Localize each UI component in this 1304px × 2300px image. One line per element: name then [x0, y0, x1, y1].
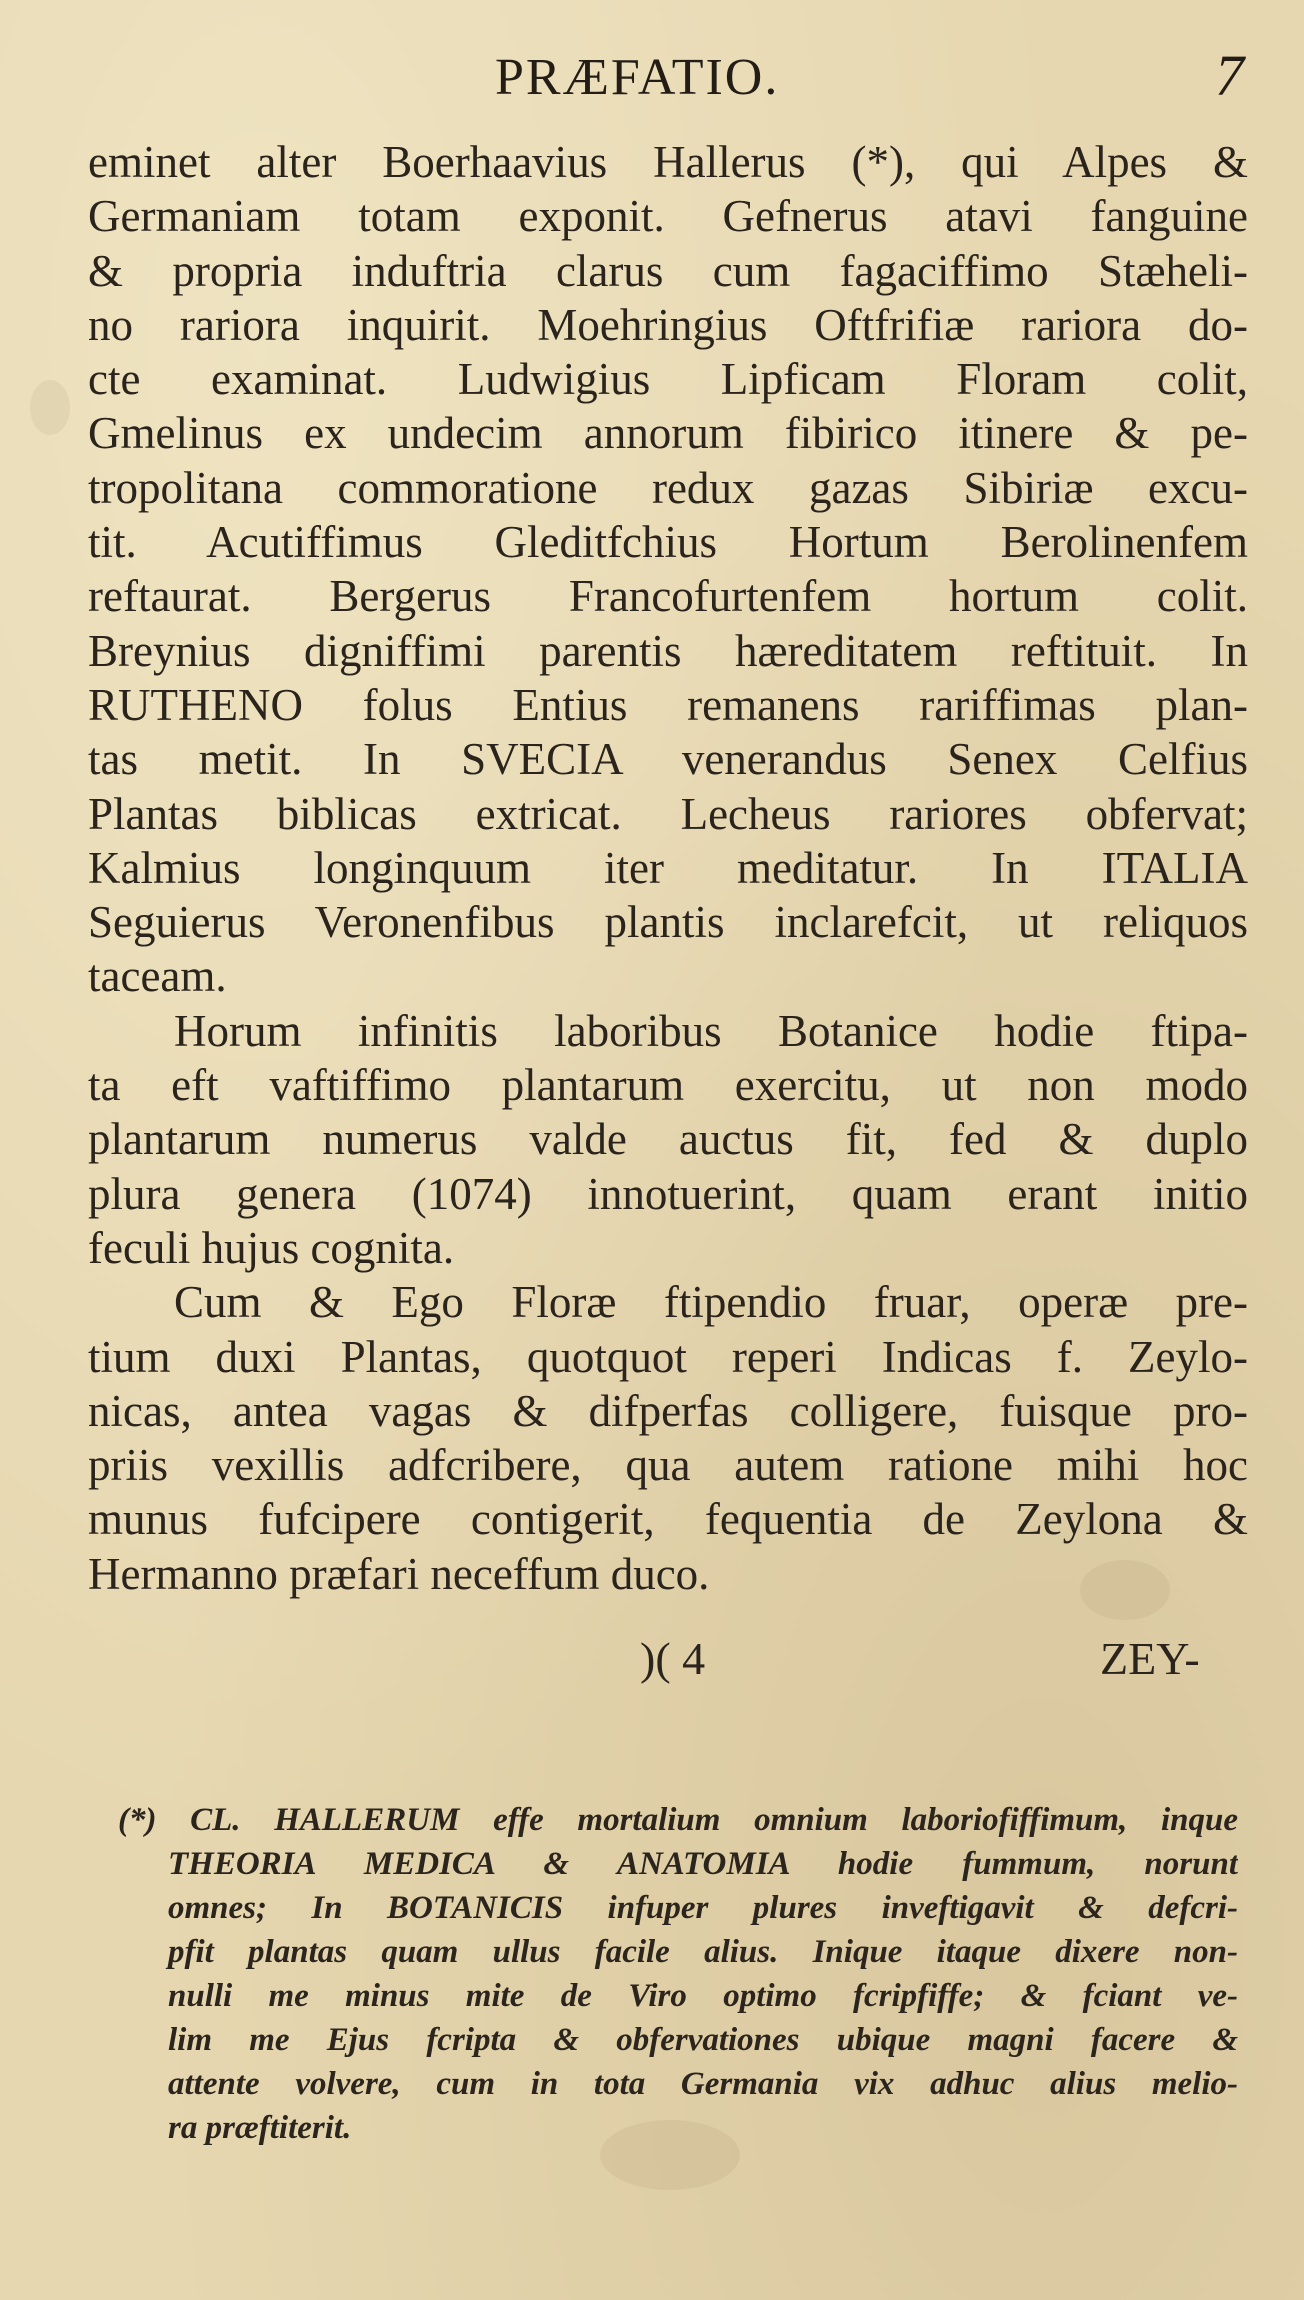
- footnote-line: pfit plantas quam ullus facile alius. Inique itaque dixere non-: [168, 1934, 1238, 1970]
- page-number: 7: [1215, 43, 1244, 108]
- page-title: PRÆFATIO.: [495, 49, 780, 106]
- footnote-line: omnes; In BOTANICIS infuper plures inveftigavit & defcri-: [168, 1890, 1238, 1926]
- running-head: [0, 40, 1304, 110]
- text-line: tit. Acutiffimus Gleditfchius Hortum Berolinenfem: [88, 517, 1248, 568]
- text-line: Gmelinus ex undecim annorum fibirico itinere & pe-: [88, 408, 1248, 459]
- text-line: priis vexillis adfcribere, qua autem ratione mihi hoc: [88, 1440, 1248, 1491]
- text-line: nicas, antea vagas & difperfas colligere, fuisque pro-: [88, 1385, 1248, 1436]
- footnote-line: THEORIA MEDICA & ANATOMIA hodie fummum, norunt: [168, 1846, 1238, 1882]
- text-line: eminet alter Boerhaavius Hallerus (*), qui Alpes &: [88, 137, 1248, 187]
- text-line: tium duxi Plantas, quotquot reperi Indicas f. Zeylo-: [88, 1331, 1248, 1382]
- catchword: ZEY-: [1100, 1633, 1200, 1684]
- text-line: RUTHENO folus Entius remanens rariffimas plan-: [88, 679, 1248, 730]
- text-line: Breynius digniffimi parentis hæreditatem reftituit. In: [88, 625, 1248, 676]
- text-line: & propria induftria clarus cum fagaciffimo Stæheli-: [88, 245, 1248, 296]
- text-line: reftaurat. Bergerus Francofurtenfem hortum colit.: [88, 571, 1248, 622]
- footnote-line: nulli me minus mite de Viro optimo fcripfiffe; & fciant ve-: [168, 1978, 1238, 2014]
- text-line: plura genera (1074) innotuerint, quam erant initio: [88, 1168, 1248, 1219]
- text-line: Seguierus Veronenfibus plantis inclarefcit, ut reliquos: [88, 897, 1248, 948]
- text-line: cte examinat. Ludwigius Lipficam Floram colit,: [88, 354, 1248, 405]
- text-line: Hermanno præfari neceffum duco.: [88, 1548, 710, 1599]
- signature-mark: )( 4: [640, 1633, 706, 1684]
- footnote-line: ra præftiterit.: [168, 2110, 352, 2146]
- footnote-line: attente volvere, cum in tota Germania vix adhuc alius melio-: [168, 2066, 1238, 2102]
- text-line: Horum infinitis laboribus Botanice hodie ftipa-: [174, 1005, 1248, 1056]
- page-foot: [0, 1632, 1304, 1692]
- text-line: no rariora inquirit. Moehringius Oftfrifiæ rariora do-: [88, 299, 1248, 350]
- text-line: feculi hujus cognita.: [88, 1222, 455, 1273]
- text-line: Cum & Ego Floræ ftipendio fruar, operæ pre-: [174, 1277, 1248, 1328]
- main-text: [88, 135, 1248, 1601]
- text-line: plantarum numerus valde auctus fit, fed & duplo: [88, 1114, 1248, 1165]
- text-line: tropolitana commoratione redux gazas Sibiriæ excu-: [88, 462, 1248, 513]
- footnote: [118, 1798, 1238, 2150]
- text-line: ta eft vaftiffimo plantarum exercitu, ut non modo: [88, 1060, 1248, 1111]
- text-line: Plantas biblicas extricat. Lecheus rariores obfervat;: [88, 788, 1248, 839]
- paper-stain: [30, 380, 70, 435]
- text-line: Germaniam totam exponit. Gefnerus atavi fanguine: [88, 191, 1248, 242]
- text-line: taceam.: [88, 951, 227, 1002]
- text-line: tas metit. In SVECIA venerandus Senex Celfius: [88, 734, 1248, 785]
- footnote-line: lim me Ejus fcripta & obfervationes ubique magni facere &: [168, 2022, 1238, 2058]
- text-line: Kalmius longinquum iter meditatur. In ITALIA: [88, 842, 1248, 893]
- text-line: munus fufcipere contigerit, fequentia de Zeylona &: [88, 1494, 1248, 1545]
- footnote-line: (*) CL. HALLERUM effe mortalium omnium laboriofiffimum, inque: [118, 1802, 1238, 1838]
